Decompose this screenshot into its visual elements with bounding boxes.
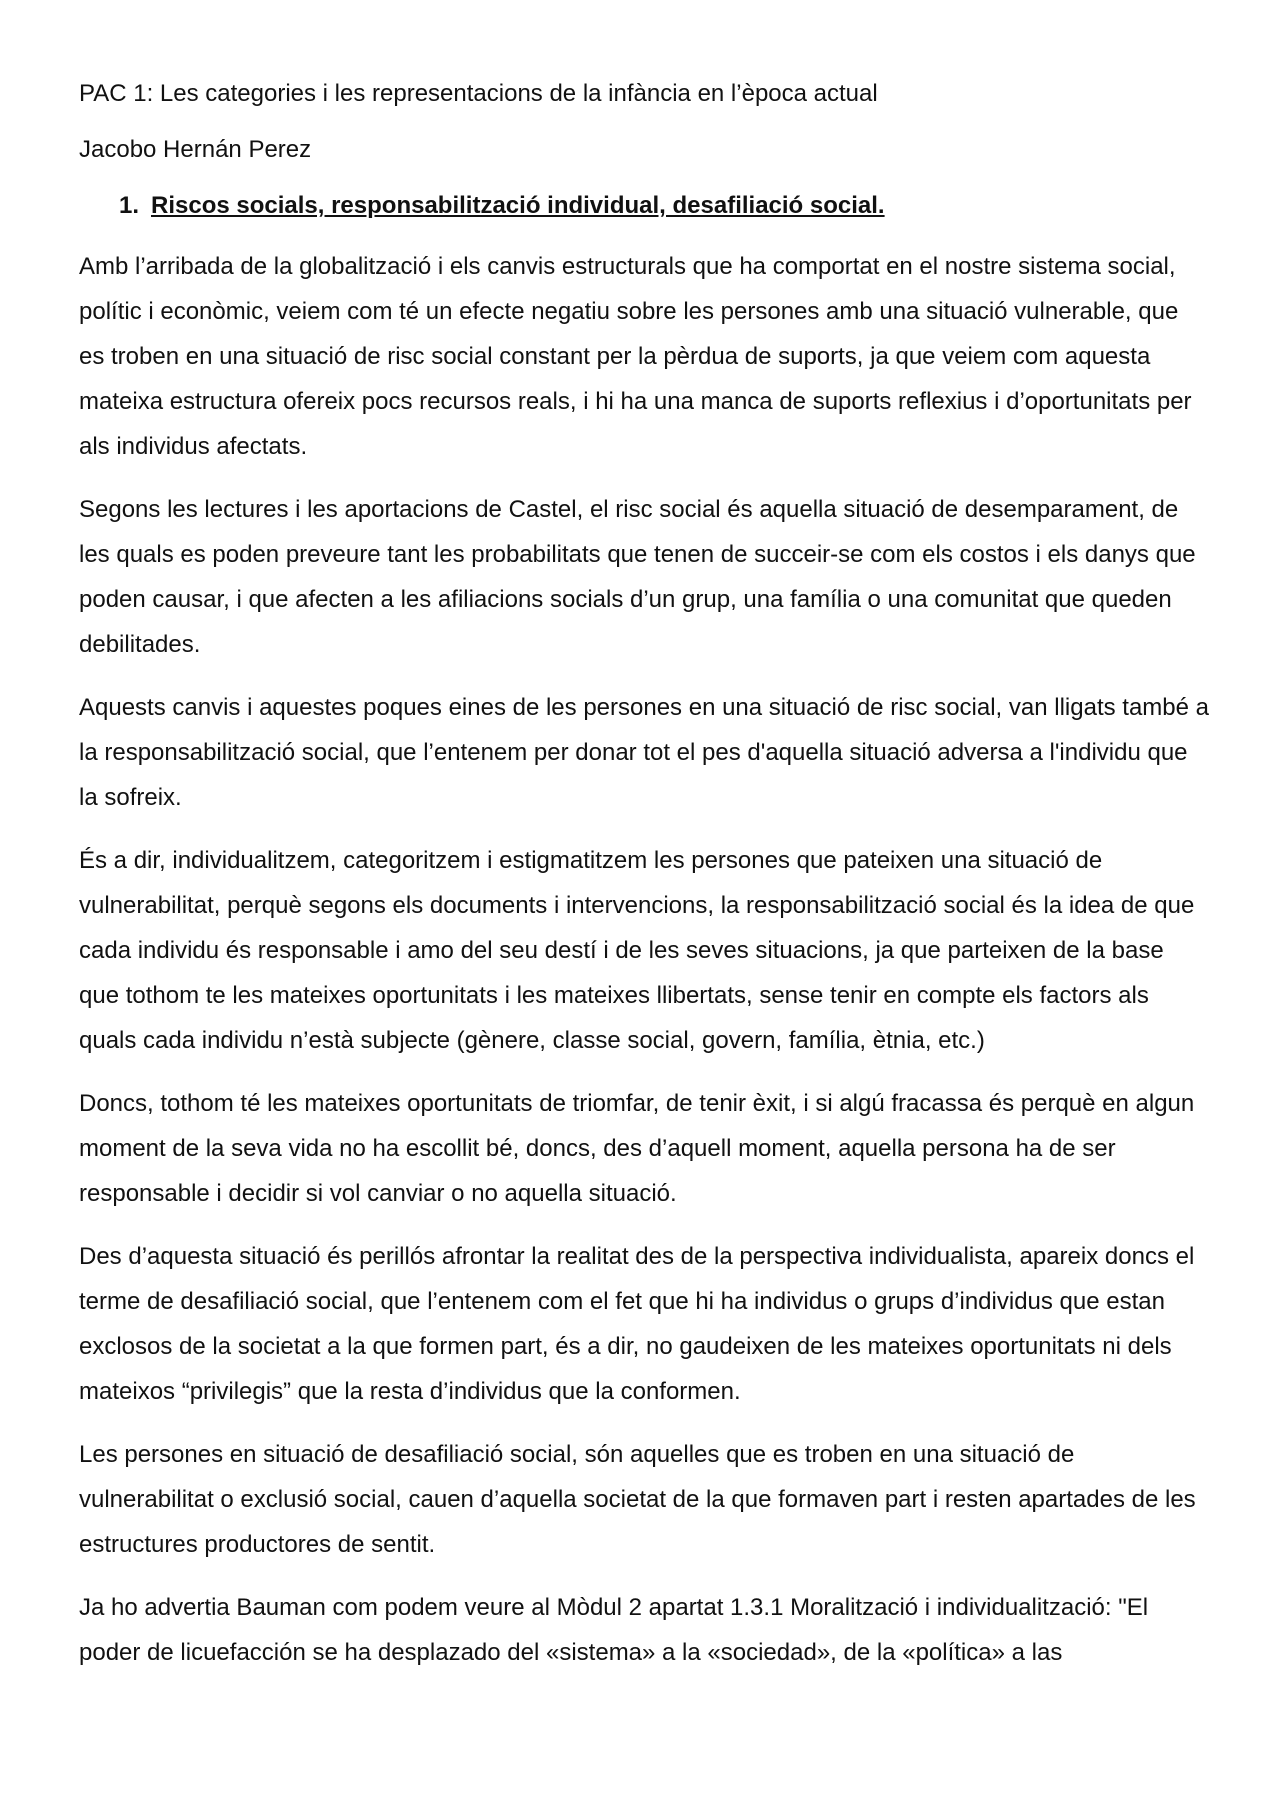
paragraph: Amb l’arribada de la globalització i els canvis estructurals que ha comportat en el nostre sistema social, polític i econòmic, veiem com té un efecte negatiu sobre les persones amb una situació vulnerable, que es troben en una situació de risc social constant per la pèrdua de suports, ja que veiem com aquesta mateixa estructura ofereix pocs recursos reals, i hi ha una manca de suports reflexius i d’oportunitats per als individus afectats. [79, 253, 1192, 460]
section-heading [79, 188, 1210, 224]
section-number: 1. [119, 192, 140, 219]
section-title: Riscos socials, responsabilització individual, desafiliació social. [151, 192, 885, 219]
paragraph: Doncs, tothom té les mateixes oportunitats de triomfar, de tenir èxit, i si algú fracassa és perquè en algun moment de la seva vida no ha escollit bé, doncs, des d’aquell moment, aquella persona ha de ser responsable i decidir si vol canviar o no aquella situació. [79, 1090, 1195, 1207]
paragraph: Segons les lectures i les aportacions de Castel, el risc social és aquella situació de desemparament, de les quals es poden preveure tant les probabilitats que tenen de succeir-se com els costos i els danys que poden causar, i que afecten a les afiliacions socials d’un grup, una família o una comunitat que queden debilitades. [79, 496, 1196, 658]
paragraph: És a dir, individualitzem, categoritzem i estigmatitzem les persones que pateixen una situació de vulnerabilitat, perquè segons els documents i intervencions, la responsabilització social és la idea de que cada individu és responsable i amo del seu destí i de les seves situacions, ja que parteixen de la base que tothom te les mateixes oportunitats i les mateixes llibertats, sense tenir en compte els factors als quals cada individu n’està subjecte (gènere, classe social, govern, família, ètnia, etc.) [79, 847, 1195, 1054]
paragraph: Des d’aquesta situació és perillós afrontar la realitat des de la perspectiva individualista, apareix doncs el terme de desafiliació social, que l’entenem com el fet que hi ha individus o grups d’individus que estan exclosos de la societat a la que formen part, és a dir, no gaudeixen de les mateixes oportunitats ni dels mateixos “privilegis” que la resta d’individus que la conformen. [79, 1243, 1195, 1405]
paragraph: Aquests canvis i aquestes poques eines de les persones en una situació de risc social, van lligats també a la responsabilització social, que l’entenem per donar tot el pes d'aquella situació adversa a l'individu que la sofreix. [79, 694, 1209, 811]
document-title: PAC 1: Les categories i les representacions de la infància en l’època actual [79, 80, 878, 107]
paragraph: Les persones en situació de desafiliació social, són aquelles que es troben en una situació de vulnerabilitat o exclusió social, cauen d’aquella societat de la que formaven part i resten apartades de les estructures productores de sentit. [79, 1441, 1196, 1558]
paragraph: Ja ho advertia Bauman com podem veure al Mòdul 2 apartat 1.3.1 Moralització i individualització: "El poder de licuefacción se ha desplazado del «sistema» a la «sociedad», de la «política» a las [79, 1594, 1149, 1666]
document-author: Jacobo Hernán Perez [79, 136, 312, 163]
